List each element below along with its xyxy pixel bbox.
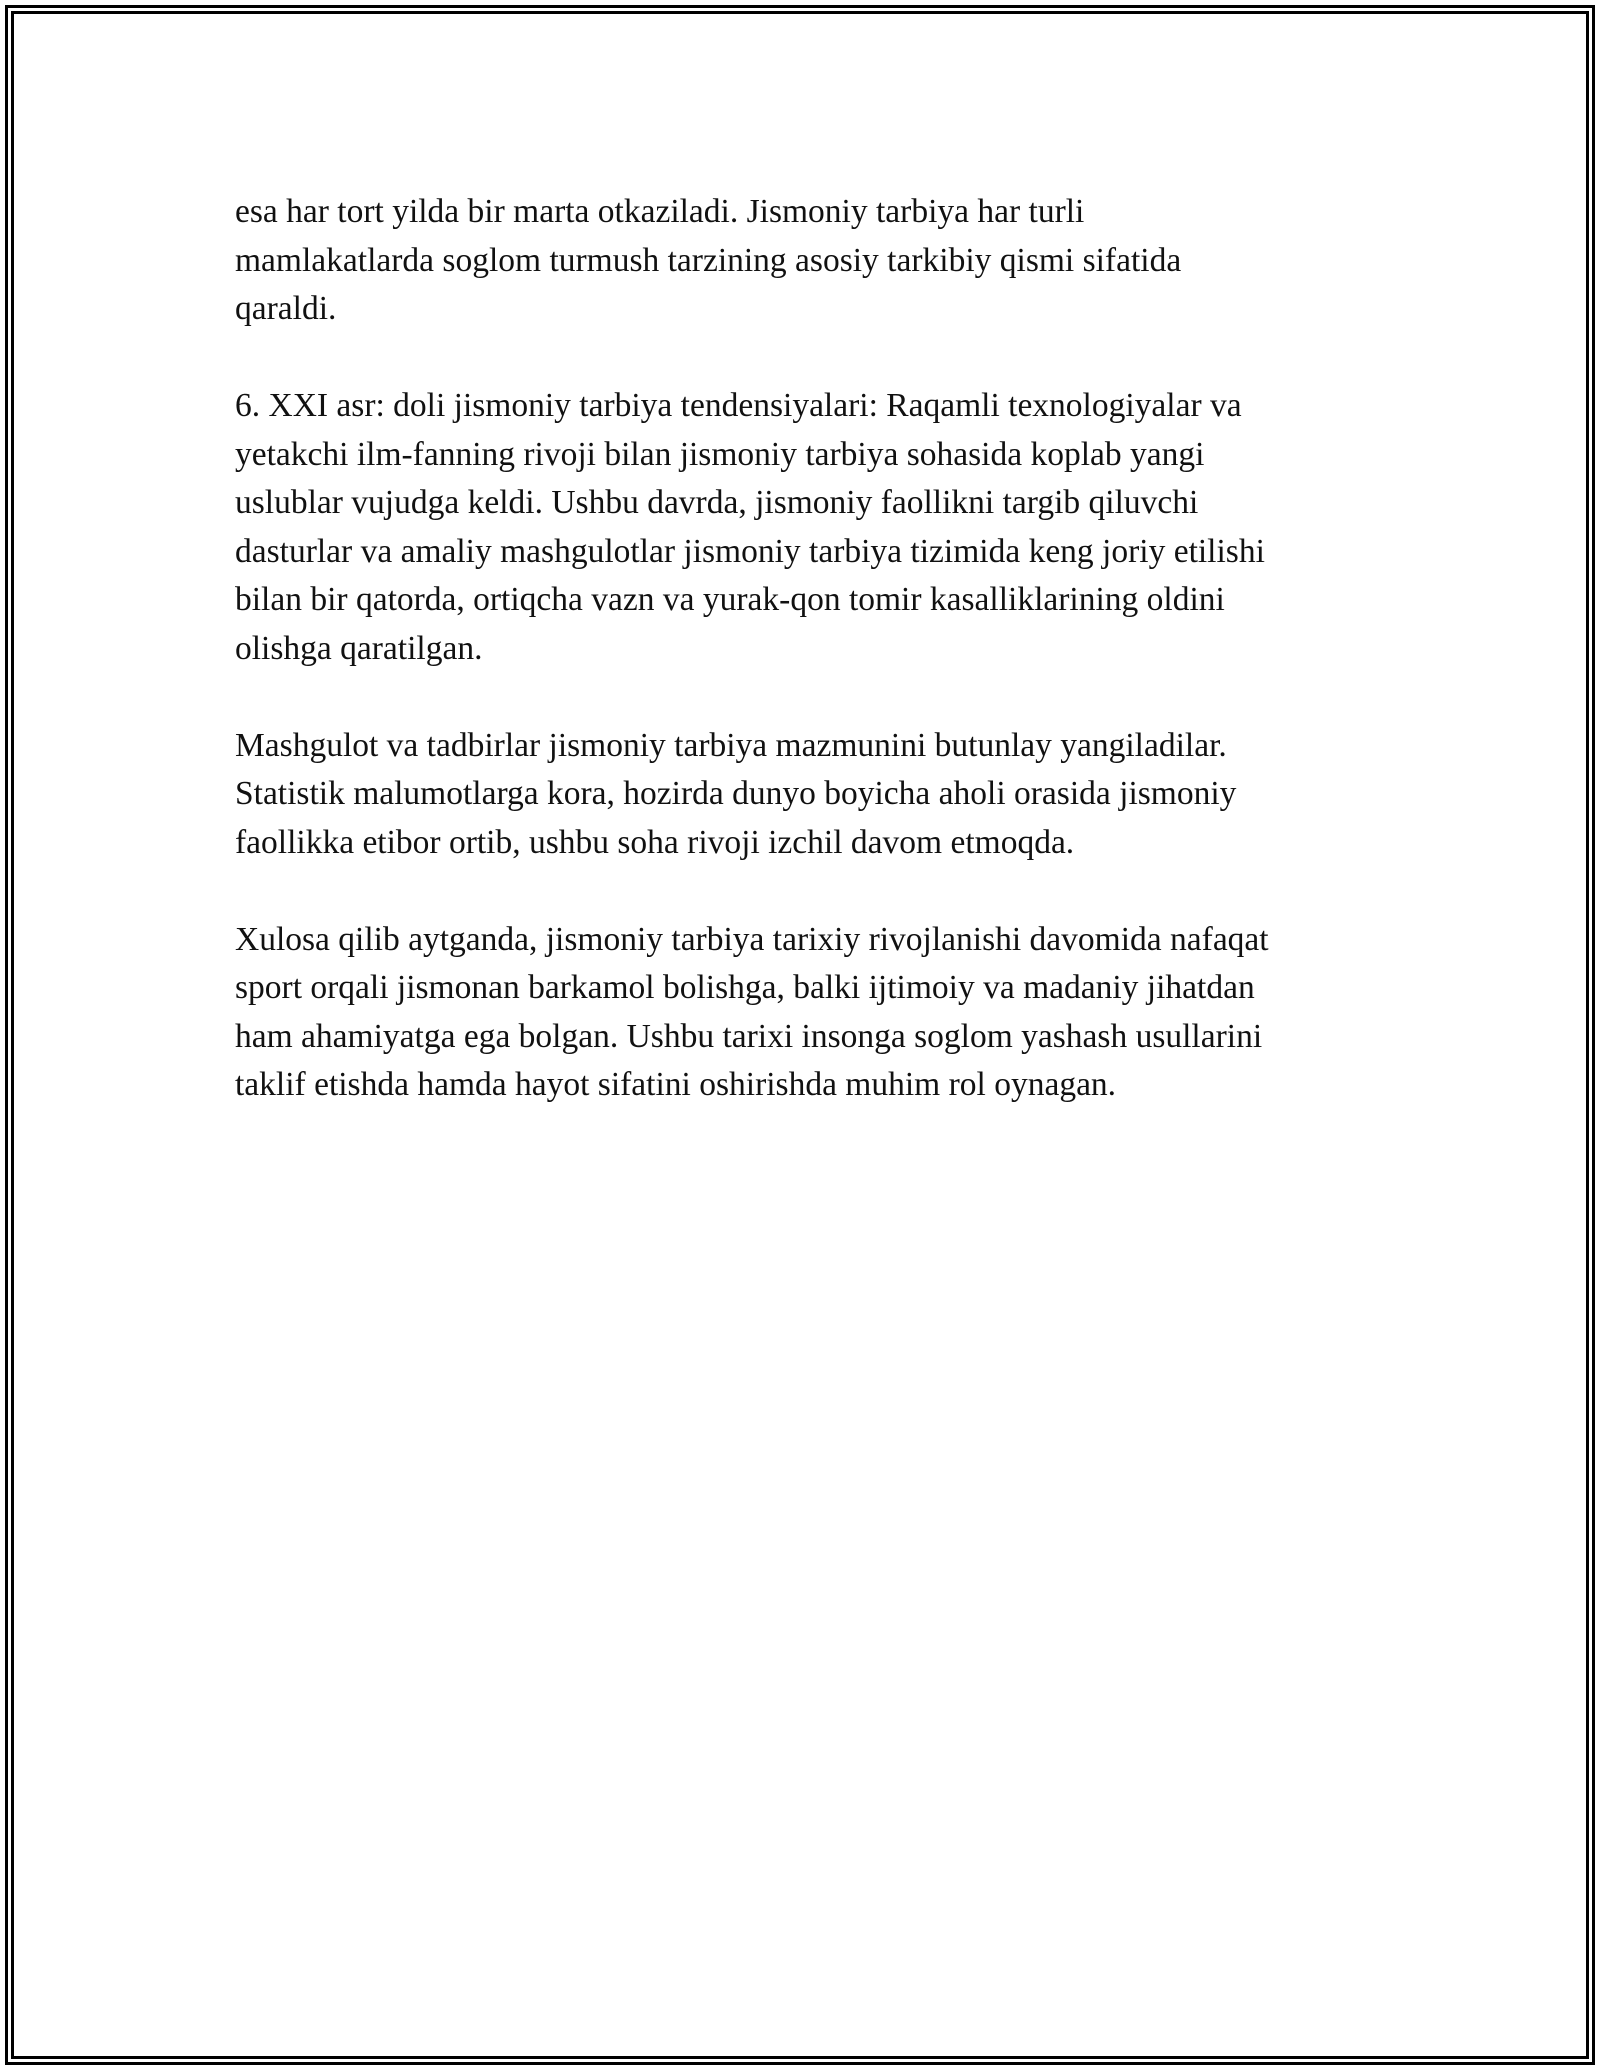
text-line: sport orqali jismonan barkamol bolishga, balki ijtimoiy va madaniy jihatdan <box>235 969 1255 1006</box>
text-line: yetakchi ilm-fanning rivoji bilan jismoniy tarbiya sohasida koplab yangi <box>235 435 1205 473</box>
text-line: ham ahamiyatga ega bolgan. Ushbu tarixi insonga soglom yashash usullarini <box>235 1017 1263 1055</box>
text-line: esa har tort yilda bir marta otkaziladi. Jismoniy tarbiya har turli <box>235 193 1085 230</box>
paragraph <box>235 382 1375 673</box>
text-line: uslublar vujudga keldi. Ushbu davrda, jismoniy faollikni targib qiluvchi <box>235 484 1199 521</box>
text-line: Statistik malumotlarga kora, hozirda dunyo boyicha aholi orasida jismoniy <box>235 775 1237 812</box>
document-body <box>235 188 1375 1158</box>
paragraph <box>235 722 1375 868</box>
text-line: bilan bir qatorda, ortiqcha vazn va yurak-qon tomir kasalliklarining oldini <box>235 581 1225 618</box>
text-line: olishga qaratilgan. <box>235 629 483 667</box>
text-line: Mashgulot va tadbirlar jismoniy tarbiya mazmunini butunlay yangiladilar. <box>235 726 1227 764</box>
text-line: mamlakatlarda soglom turmush tarzining asosiy tarkibiy qismi sifatida <box>235 241 1182 279</box>
text-line: dasturlar va amaliy mashgulotlar jismoniy tarbiya tizimida keng joriy etilishi <box>235 532 1265 570</box>
text-line: faollikka etibor ortib, ushbu soha rivoji izchil davom etmoqda. <box>235 823 1075 861</box>
text-line: 6. XXI asr: doli jismoniy tarbiya tendensiyalari: Raqamli texnologiyalar va <box>235 387 1242 424</box>
paragraph <box>235 916 1375 1110</box>
text-line: qaraldi. <box>235 290 337 327</box>
text-line: taklif etishda hamda hayot sifatini oshirishda muhim rol oynagan. <box>235 1066 1117 1103</box>
text-line: Xulosa qilib aytganda, jismoniy tarbiya tarixiy rivojlanishi davomida nafaqat <box>235 920 1269 958</box>
paragraph <box>235 188 1375 334</box>
